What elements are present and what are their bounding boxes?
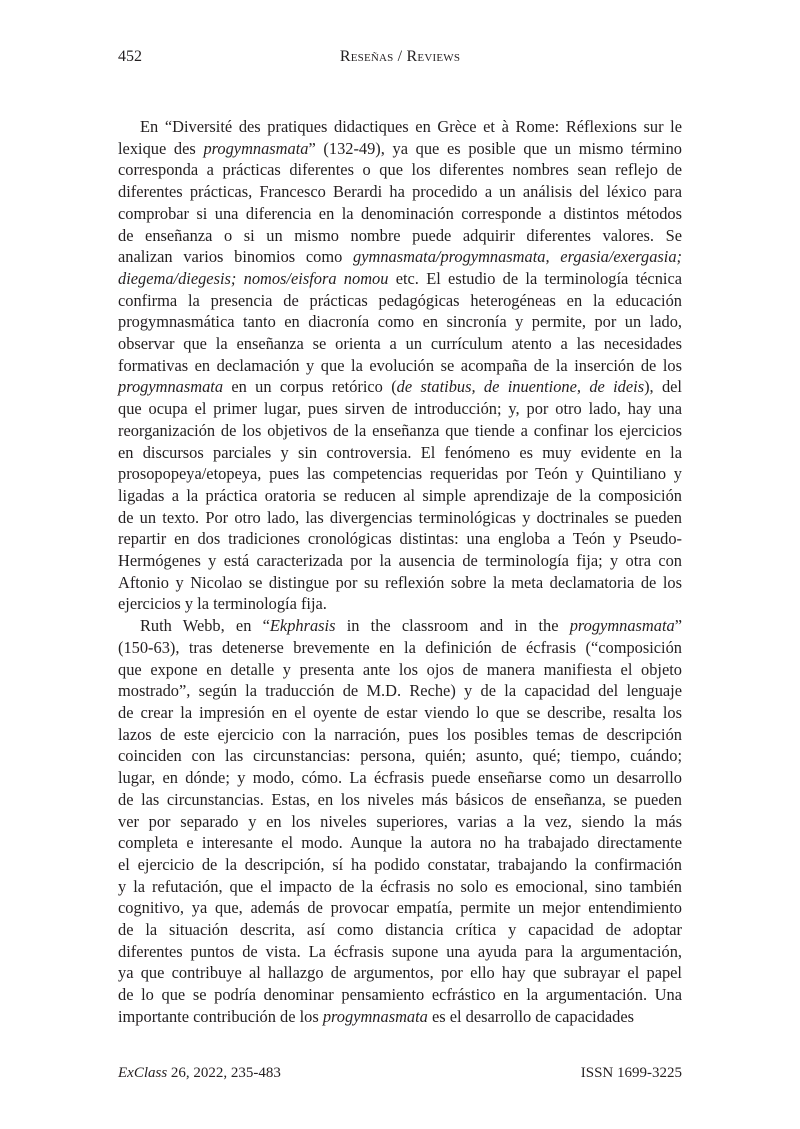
paragraph-1-line xyxy=(118,138,682,160)
line-text xyxy=(118,962,682,984)
line-text xyxy=(140,615,682,637)
line-text xyxy=(118,941,682,963)
text-segment: ), del xyxy=(644,377,682,397)
text-segment: lugar, en dónde; y modo, cómo. La écfrasis puede enseñarse como un desarrollo xyxy=(118,768,682,788)
text-segment: en un corpus retórico ( xyxy=(223,377,397,397)
paragraph-2-line xyxy=(118,702,682,724)
text-segment: importante contribución de los xyxy=(118,1006,323,1026)
line-text xyxy=(118,355,682,377)
text-segment: el ejercicio de la descripción, sí ha podido constatar, trabajando la confirmación xyxy=(118,854,682,874)
text-segment: de enseñanza o si un mismo nombre puede adquirir diferentes valores. Se xyxy=(118,225,682,245)
italic-text: gymnasmata/progymnasmata, ergasia/exergasia; xyxy=(353,247,682,267)
text-segment: prosopopeya/etopeya, pues las competencias requeridas por Teón y Quintiliano y xyxy=(118,464,682,484)
line-text xyxy=(118,832,682,854)
text-segment: que ocupa el primer lugar, pues sirven de introducción; y, por otro lado, hay una xyxy=(118,399,682,419)
line-text xyxy=(118,485,682,507)
line-text xyxy=(118,311,682,333)
line-text xyxy=(118,398,682,420)
text-segment: de las circunstancias. Estas, en los niveles más básicos de enseñanza, se pueden xyxy=(118,789,682,809)
text-segment: ya que contribuye al hallazgo de argumentos, por ello hay que subrayar el papel xyxy=(118,963,682,983)
line-text xyxy=(118,203,682,225)
paragraph-1-line xyxy=(118,572,682,594)
paragraph-1-line xyxy=(118,159,682,181)
line-text xyxy=(118,811,682,833)
text-segment: formativas en declamación y que la evolución se acompaña de la inserción de los xyxy=(118,355,682,375)
body-text xyxy=(118,116,682,1028)
running-title: Reseñas / Reviews xyxy=(339,48,461,65)
text-segment: de un texto. Por otro lado, las divergencias terminológicas y doctrinales se pueden xyxy=(118,507,682,527)
text-segment: diferentes prácticas, Francesco Berardi ha procedido a un análisis del léxico para xyxy=(118,182,682,202)
text-segment: es el desarrollo de capacidades xyxy=(427,1006,635,1026)
paragraph-1-line xyxy=(118,246,682,268)
text-segment: cognitivo, ya que, además de provocar empatía, permite un mejor entendimiento xyxy=(118,898,682,918)
paragraph-2-line xyxy=(118,811,682,833)
paragraph-2-line xyxy=(118,876,682,898)
paragraph-2-line xyxy=(118,854,682,876)
text-segment: corresponda a prácticas diferentes o que los diferentes nombres sean reflejo de xyxy=(118,160,682,180)
text-segment: (150-63), tras detenerse brevemente en la definición de écfrasis (“composición xyxy=(118,637,682,657)
text-segment: que expone en detalle y presenta ante los ojos de manera manifiesta el objeto xyxy=(118,659,682,679)
line-text xyxy=(118,897,682,919)
line-text xyxy=(118,789,682,811)
line-text xyxy=(118,854,682,876)
line-text xyxy=(118,463,682,485)
text-segment: ver por separado y en los niveles superiores, varias a la vez, siendo la más xyxy=(118,811,682,831)
text-segment: observar que la enseñanza se orienta a un currículum atento a las necesidades xyxy=(118,334,682,354)
text-segment: Ruth Webb, en “ xyxy=(140,616,270,636)
line-text xyxy=(118,181,682,203)
paragraph-1-line xyxy=(118,485,682,507)
text-segment: analizan varios binomios como xyxy=(118,247,354,267)
line-text xyxy=(118,138,682,160)
paragraph-1-line xyxy=(118,333,682,355)
paragraph-1-line xyxy=(118,550,682,572)
line-text xyxy=(118,290,682,312)
line-text xyxy=(118,507,682,529)
line-text xyxy=(118,225,682,247)
paragraph-2-line xyxy=(118,919,682,941)
paragraph-1-line xyxy=(118,290,682,312)
italic-text: Ekphrasis xyxy=(269,616,336,636)
paragraph-1-line xyxy=(118,528,682,550)
line-text xyxy=(118,680,682,702)
line-text xyxy=(118,767,682,789)
line-text xyxy=(118,159,682,181)
line-text xyxy=(118,442,682,464)
text-segment: ejercicios y la terminología fija. xyxy=(118,594,327,614)
paragraph-2-line xyxy=(118,637,682,659)
paragraph-2-line xyxy=(118,767,682,789)
line-text xyxy=(118,745,682,767)
text-segment: ligadas a la práctica oratoria se reducen al simple aprendizaje de la composición xyxy=(118,485,682,505)
paragraph-1-line xyxy=(118,507,682,529)
text-segment: y la refutación, que el impacto de la écfrasis no solo es emocional, sino también xyxy=(118,876,682,896)
paragraph-1-line xyxy=(118,225,682,247)
paragraph-1-line xyxy=(118,116,682,138)
paragraph-2-line xyxy=(118,745,682,767)
text-segment: En “Diversité des pratiques didactiques en Grèce et à Rome: Réflexions sur le xyxy=(140,117,682,136)
text-segment: Aftonio y Nicolao se distingue por su reflexión sobre la meta declamatoria de los xyxy=(118,572,682,592)
paragraph-1-line xyxy=(118,311,682,333)
line-text xyxy=(118,1006,682,1028)
line-text xyxy=(118,724,682,746)
line-text xyxy=(118,659,682,681)
text-segment: in the classroom and in the xyxy=(335,616,570,636)
line-text xyxy=(118,637,682,659)
paragraph-1-line xyxy=(118,463,682,485)
line-text xyxy=(118,550,682,572)
text-segment: etc. El estudio de la terminología técnica xyxy=(388,268,682,288)
text-segment: de la situación descrita, así como distancia crítica y capacidad de adoptar xyxy=(118,920,682,940)
line-text xyxy=(118,593,682,615)
text-segment: repartir en dos tradiciones cronológicas distintas: una engloba a Teón y Pseudo- xyxy=(118,529,682,549)
text-segment: ” (132-49), ya que es posible que un mismo término xyxy=(308,138,682,158)
paragraph-2-line xyxy=(118,984,682,1006)
paragraph-2-line xyxy=(118,680,682,702)
page-number: 452 xyxy=(118,48,142,65)
text-segment: diferentes puntos de vista. La écfrasis supone una ayuda para la argumentación, xyxy=(118,941,682,961)
paragraph-1-line xyxy=(118,376,682,398)
paragraph-2-line xyxy=(118,659,682,681)
text-segment: lexique des xyxy=(118,138,204,158)
text-segment: en discursos parciales y sin controversia. El fenómeno es muy evidente en la xyxy=(118,442,682,462)
italic-text: de statibus, de inuentione, de ideis xyxy=(396,377,645,397)
paragraph-1-line xyxy=(118,442,682,464)
journal-name: ExClass xyxy=(118,1065,168,1081)
paragraph-1-line xyxy=(118,593,682,615)
text-segment: ” xyxy=(674,616,682,636)
line-text xyxy=(118,268,682,290)
line-text xyxy=(118,984,682,1006)
line-text xyxy=(118,246,682,268)
paragraph-2-line xyxy=(118,832,682,854)
line-text xyxy=(118,528,682,550)
paragraph-2-line xyxy=(118,615,682,637)
line-text xyxy=(118,702,682,724)
line-text xyxy=(118,376,682,398)
text-segment: progymnasmática tanto en diacronía como en sincronía y permite, por un lado, xyxy=(118,312,682,332)
journal-volume: 26, 2022, 235-483 xyxy=(167,1065,281,1081)
line-text xyxy=(118,420,682,442)
text-segment: de lo que se podría denominar pensamiento ecfrástico en la argumentación. Una xyxy=(118,985,682,1005)
italic-text: progymnasmata xyxy=(118,377,224,397)
text-segment: coinciden con las circunstancias: persona, quién; asunto, qué; tiempo, cuándo; xyxy=(118,746,682,766)
italic-text: progymnasmata xyxy=(203,138,309,158)
text-segment: de crear la impresión en el oyente de estar viendo lo que se describe, resalta los xyxy=(118,702,682,722)
italic-text: progymnasmata xyxy=(322,1006,428,1026)
paragraph-1-line xyxy=(118,420,682,442)
line-text xyxy=(118,333,682,355)
text-segment: completa e interesante el modo. Aunque la autora no ha trabajado directamente xyxy=(118,833,682,853)
paragraph-2-line xyxy=(118,789,682,811)
footer-citation xyxy=(118,1064,281,1082)
paragraph-1-line xyxy=(118,398,682,420)
text-segment: reorganización de los objetivos de la enseñanza que tiende a confinar los ejercicios xyxy=(118,420,682,440)
paragraph-1-line xyxy=(118,203,682,225)
text-segment: lazos de este ejercicio con la narración, pues los posibles temas de descripción xyxy=(118,724,682,744)
text-segment: Hermógenes y está caracterizada por la ausencia de terminología fija; y otra con xyxy=(118,551,682,571)
paragraph-2-line xyxy=(118,897,682,919)
paragraph-1-line xyxy=(118,181,682,203)
line-text xyxy=(140,116,682,138)
line-text xyxy=(118,876,682,898)
line-text xyxy=(118,572,682,594)
paragraph-2-line xyxy=(118,962,682,984)
italic-text: progymnasmata xyxy=(569,616,675,636)
text-segment: comprobar si una diferencia en la denominación corresponde a distintos métodos xyxy=(118,203,682,223)
paragraph-2-line xyxy=(118,941,682,963)
footer-issn: ISSN 1699-3225 xyxy=(580,1065,682,1081)
text-segment: confirma la presencia de prácticas pedagógicas heterogéneas en la educación xyxy=(118,290,682,310)
paragraph-1-line xyxy=(118,268,682,290)
paragraph-1-line xyxy=(118,355,682,377)
italic-text: diegema/diegesis; nomos/eisfora nomou xyxy=(118,268,389,288)
line-text xyxy=(118,919,682,941)
paragraph-2-line xyxy=(118,1006,682,1028)
text-segment: mostrado”, según la traducción de M.D. Reche) y de la capacidad del lenguaje xyxy=(118,681,682,701)
paragraph-2-line xyxy=(118,724,682,746)
